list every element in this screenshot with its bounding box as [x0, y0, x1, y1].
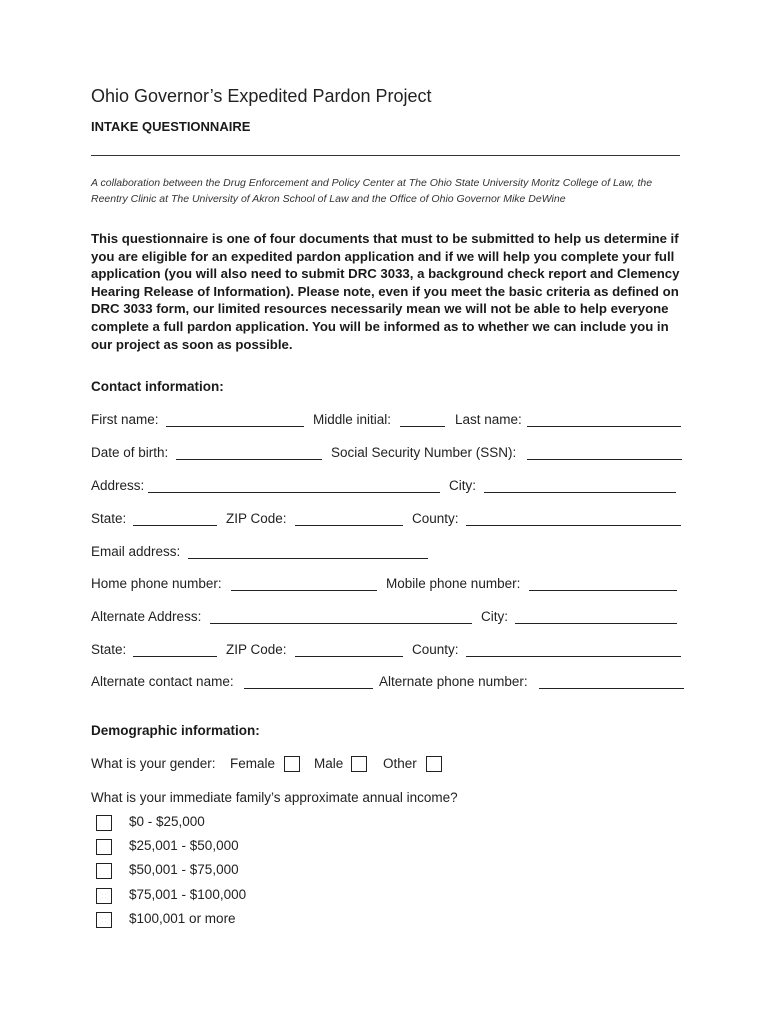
alt-address-field[interactable]: [210, 611, 472, 624]
alt-state-label: State:: [91, 642, 127, 657]
income-option-checkbox[interactable]: [96, 888, 112, 904]
gender-other-checkbox[interactable]: [426, 756, 442, 772]
gender-male-checkbox[interactable]: [351, 756, 367, 772]
last-name-field[interactable]: [527, 414, 681, 427]
income-option-label: $50,001 - $75,000: [129, 862, 239, 877]
dob-label: Date of birth:: [91, 445, 169, 460]
form-subtitle: INTAKE QUESTIONNAIRE: [91, 119, 251, 134]
county-label: County:: [412, 511, 459, 526]
gender-question: What is your gender:: [91, 756, 216, 771]
email-label: Email address:: [91, 544, 181, 559]
form-title: Ohio Governor’s Expedited Pardon Project: [91, 86, 432, 106]
home-phone-label: Home phone number:: [91, 576, 222, 591]
alt-address-label: Alternate Address:: [91, 609, 202, 624]
middle-initial-field[interactable]: [400, 414, 445, 427]
address-label: Address:: [91, 478, 145, 493]
gender-option-male-label: Male: [314, 756, 344, 771]
alt-county-label: County:: [412, 642, 459, 657]
gender-option-other-label: Other: [383, 756, 417, 771]
income-option-label: $100,001 or more: [129, 911, 236, 926]
mobile-phone-field[interactable]: [529, 578, 677, 591]
alt-county-field[interactable]: [466, 644, 681, 657]
ssn-label: Social Security Number (SSN):: [331, 445, 517, 460]
mobile-phone-label: Mobile phone number:: [386, 576, 521, 591]
alt-city-field[interactable]: [515, 611, 677, 624]
alt-zip-field[interactable]: [295, 644, 403, 657]
first-name-label: First name:: [91, 412, 159, 427]
alt-contact-name-label: Alternate contact name:: [91, 674, 234, 689]
income-option-label: $25,001 - $50,000: [129, 838, 239, 853]
city-label: City:: [449, 478, 476, 493]
email-field[interactable]: [188, 546, 428, 559]
address-field[interactable]: [148, 480, 440, 493]
first-name-field[interactable]: [166, 414, 304, 427]
demographic-section-heading: Demographic information:: [91, 723, 260, 738]
intro-paragraph: This questionnaire is one of four documents that must to be submitted to help us determine if you are eligible for an expedited pardon application and if we will help you complete your full application (you will also need to submit DRC 3033, a background check report and Clemency Hearing Release of Information). Please note, even if you meet the basic criteria as defined on DRC 3033 form, our limited resources necessarily mean we will not be able to help everyone complete a full pardon application. You will be informed as to whether we can include you in our project as soon as possible.: [91, 231, 680, 352]
ssn-field[interactable]: [527, 447, 682, 460]
middle-initial-label: Middle initial:: [313, 412, 392, 427]
home-phone-field[interactable]: [231, 578, 377, 591]
alt-state-field[interactable]: [133, 644, 217, 657]
collaboration-note: A collaboration between the Drug Enforcement and Policy Center at The Ohio State University Moritz College of Law, the Reentry Clinic at The University of Akron School of Law and the Office of Ohio Governor Mike DeWine: [91, 177, 653, 205]
alt-phone-label: Alternate phone number:: [379, 674, 528, 689]
income-question: What is your immediate family’s approximate annual income?: [91, 790, 458, 805]
state-field[interactable]: [133, 513, 217, 526]
gender-female-checkbox[interactable]: [284, 756, 300, 772]
last-name-label: Last name:: [455, 412, 522, 427]
income-option-checkbox[interactable]: [96, 912, 112, 928]
header-divider: [91, 155, 680, 156]
income-option-checkbox[interactable]: [96, 863, 112, 879]
zip-field[interactable]: [295, 513, 403, 526]
gender-option-female-label: Female: [230, 756, 276, 771]
alt-contact-name-field[interactable]: [244, 676, 373, 689]
city-field[interactable]: [484, 480, 676, 493]
dob-field[interactable]: [176, 447, 322, 460]
county-field[interactable]: [466, 513, 681, 526]
zip-label: ZIP Code:: [226, 511, 287, 526]
alt-zip-label: ZIP Code:: [226, 642, 287, 657]
alt-phone-field[interactable]: [539, 676, 684, 689]
income-option-label: $75,001 - $100,000: [129, 887, 247, 902]
income-option-checkbox[interactable]: [96, 839, 112, 855]
income-option-checkbox[interactable]: [96, 815, 112, 831]
income-option-label: $0 - $25,000: [129, 814, 205, 829]
alt-city-label: City:: [481, 609, 508, 624]
contact-section-heading: Contact information:: [91, 379, 224, 394]
state-label: State:: [91, 511, 127, 526]
